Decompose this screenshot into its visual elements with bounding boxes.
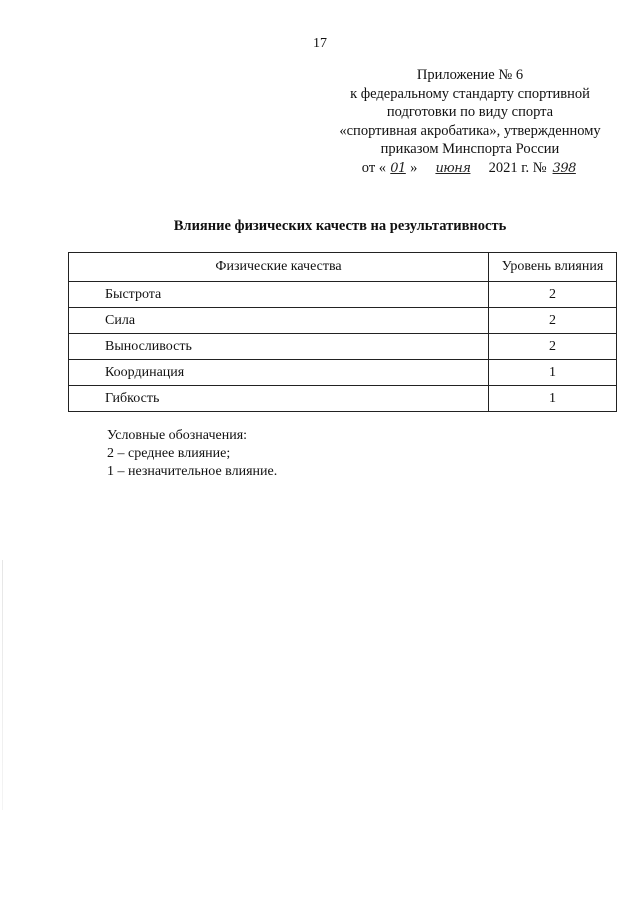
handwritten-day: 01 [390, 160, 406, 176]
appendix-line: подготовки по виду спорта [386, 104, 554, 120]
scan-edge-mark [2, 560, 3, 810]
page-number: 17 [313, 36, 327, 51]
legend [107, 427, 277, 481]
date-mid: » [410, 159, 418, 176]
level-cell: 2 [489, 308, 617, 334]
table-row [69, 334, 617, 360]
quality-cell: Гибкость [69, 386, 489, 412]
appendix-line: приказом Минспорта России [380, 141, 560, 157]
table-row [69, 282, 617, 308]
quality-cell: Сила [69, 308, 489, 334]
handwritten-month: июня [435, 160, 471, 176]
date-prefix: от « [361, 159, 387, 176]
order-date-line [300, 159, 640, 179]
level-cell: 2 [489, 282, 617, 308]
influence-table [68, 252, 617, 412]
header-level: Уровень влияния [489, 253, 617, 282]
appendix-header [300, 66, 640, 178]
document-title: Влияние физических качеств на результативность [173, 218, 507, 234]
table-row [69, 308, 617, 334]
header-quality: Физические качества [69, 253, 489, 282]
appendix-line: к федеральному стандарту спортивной [350, 85, 590, 102]
legend-heading: Условные обозначения: [107, 428, 248, 443]
quality-cell: Выносливость [69, 334, 489, 360]
appendix-line: Приложение № 6 [416, 67, 524, 83]
legend-item: 1 – незначительное влияние. [107, 464, 278, 479]
legend-item: 2 – среднее влияние; [107, 446, 231, 461]
date-year: 2021 г. № [488, 159, 547, 176]
quality-cell: Быстрота [69, 282, 489, 308]
table-header-row [69, 253, 617, 282]
handwritten-order-number: 398 [552, 160, 576, 176]
appendix-line: «спортивная акробатика», утвержденному [339, 122, 601, 139]
table-row [69, 386, 617, 412]
level-cell: 2 [489, 334, 617, 360]
quality-cell: Координация [69, 360, 489, 386]
table-row [69, 360, 617, 386]
level-cell: 1 [489, 386, 617, 412]
level-cell: 1 [489, 360, 617, 386]
